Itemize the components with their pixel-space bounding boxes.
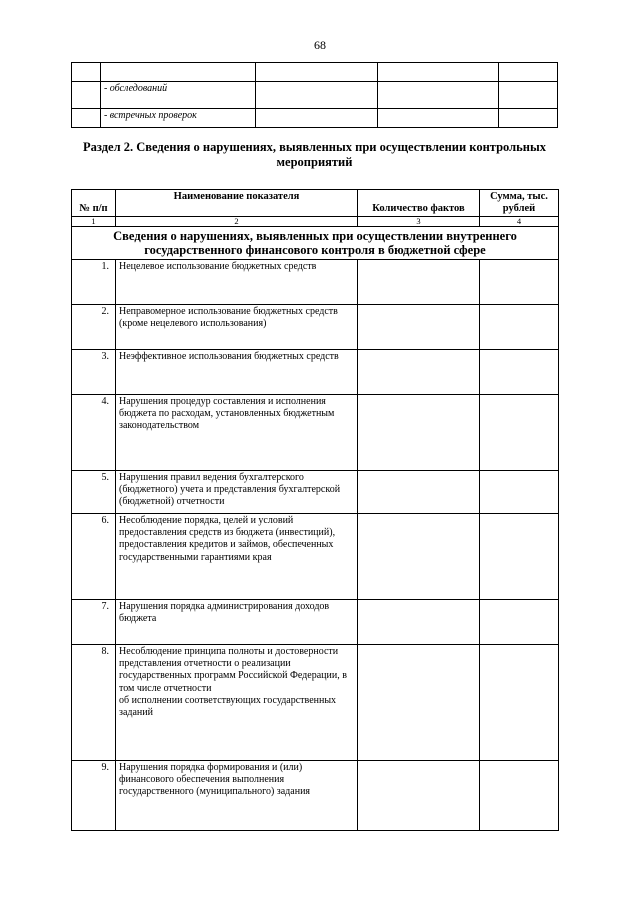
- column-number: 3: [358, 217, 480, 227]
- table-cell: [378, 63, 499, 82]
- row-number: 1.: [72, 260, 116, 305]
- table-row: [72, 471, 559, 514]
- column-number: 2: [116, 217, 358, 227]
- table-row: [72, 600, 559, 645]
- count-cell: [358, 305, 480, 350]
- section-title: Раздел 2. Сведения о нарушениях, выявленных при осуществлении контрольных мероприятий: [83, 140, 546, 169]
- sum-cell: [480, 471, 559, 514]
- count-cell: [358, 645, 480, 761]
- count-cell: [358, 514, 480, 600]
- table-cell: [378, 82, 499, 109]
- column-numbers-row: [72, 217, 559, 227]
- count-cell: [358, 395, 480, 471]
- table-cell: [378, 109, 499, 128]
- top-table: [71, 62, 558, 128]
- table-row: [72, 514, 559, 600]
- row-name: Нарушения процедур составления и исполнения бюджета по расходам, установленных бюджетным законодательством: [116, 395, 358, 471]
- header-row: [72, 190, 559, 217]
- row-number: 4.: [72, 395, 116, 471]
- column-number: 4: [480, 217, 559, 227]
- top-table-row: [72, 82, 558, 109]
- row-number: 8.: [72, 645, 116, 761]
- header-sum: Сумма, тыс. рублей: [480, 190, 559, 217]
- table-row: [72, 395, 559, 471]
- count-cell: [358, 260, 480, 305]
- sum-cell: [480, 600, 559, 645]
- row-name: Несоблюдение порядка, целей и условий предоставления средств из бюджета (инвестиций), предоставления кредитов и займов, обеспеченных государственными гарантиями края: [116, 514, 358, 600]
- sum-cell: [480, 645, 559, 761]
- row-name: Несоблюдение принципа полноты и достоверности представления отчетности о реализации государственных программ Российской Федерации, в том числе отчетности об исполнении соответствующих государственных заданий: [116, 645, 358, 761]
- count-cell: [358, 600, 480, 645]
- column-number: 1: [72, 217, 116, 227]
- table-cell: [255, 82, 378, 109]
- header-count: Количество фактов: [358, 190, 480, 217]
- top-table-row: [72, 63, 558, 82]
- table-cell: [72, 82, 101, 109]
- page-number: 68: [314, 38, 326, 52]
- sum-cell: [480, 761, 559, 831]
- row-label: - встречных проверок: [100, 109, 255, 128]
- header-name: Наименование показателя: [116, 190, 358, 217]
- table-cell: [499, 63, 558, 82]
- row-number: 3.: [72, 350, 116, 395]
- top-table-row: [72, 109, 558, 128]
- table-row: [72, 761, 559, 831]
- table-row: [72, 350, 559, 395]
- table-cell: [72, 109, 101, 128]
- sum-cell: [480, 260, 559, 305]
- table-cell: [499, 109, 558, 128]
- row-name: Нарушения правил ведения бухгалтерского (бюджетного) учета и представления бухгалтерской (бюджетной) отчетности: [116, 471, 358, 514]
- table-cell: [255, 63, 378, 82]
- table-cell: [72, 63, 101, 82]
- header-num: № п/п: [72, 190, 116, 217]
- sum-cell: [480, 350, 559, 395]
- subheader-row: [72, 227, 559, 260]
- table-row: [72, 260, 559, 305]
- row-number: 6.: [72, 514, 116, 600]
- table-row: [72, 645, 559, 761]
- sum-cell: [480, 514, 559, 600]
- sum-cell: [480, 305, 559, 350]
- table-row: [72, 305, 559, 350]
- subheader: Сведения о нарушениях, выявленных при осуществлении внутреннего государственного финансового контроля в бюджетной сфере: [72, 227, 559, 260]
- row-name: Нарушения порядка формирования и (или) финансового обеспечения выполнения государственного (муниципального) задания: [116, 761, 358, 831]
- row-label: - обследований: [100, 82, 255, 109]
- row-label: [100, 63, 255, 82]
- count-cell: [358, 471, 480, 514]
- row-number: 7.: [72, 600, 116, 645]
- row-name: Неэффективное использования бюджетных средств: [116, 350, 358, 395]
- row-number: 9.: [72, 761, 116, 831]
- row-name: Нарушения порядка администрирования доходов бюджета: [116, 600, 358, 645]
- table-cell: [499, 82, 558, 109]
- table-cell: [255, 109, 378, 128]
- table-body: [72, 260, 559, 831]
- row-name: Нецелевое использование бюджетных средств: [116, 260, 358, 305]
- count-cell: [358, 350, 480, 395]
- row-number: 5.: [72, 471, 116, 514]
- row-number: 2.: [72, 305, 116, 350]
- sum-cell: [480, 395, 559, 471]
- violations-table: [71, 189, 559, 831]
- count-cell: [358, 761, 480, 831]
- row-name: Неправомерное использование бюджетных средств (кроме нецелевого использования): [116, 305, 358, 350]
